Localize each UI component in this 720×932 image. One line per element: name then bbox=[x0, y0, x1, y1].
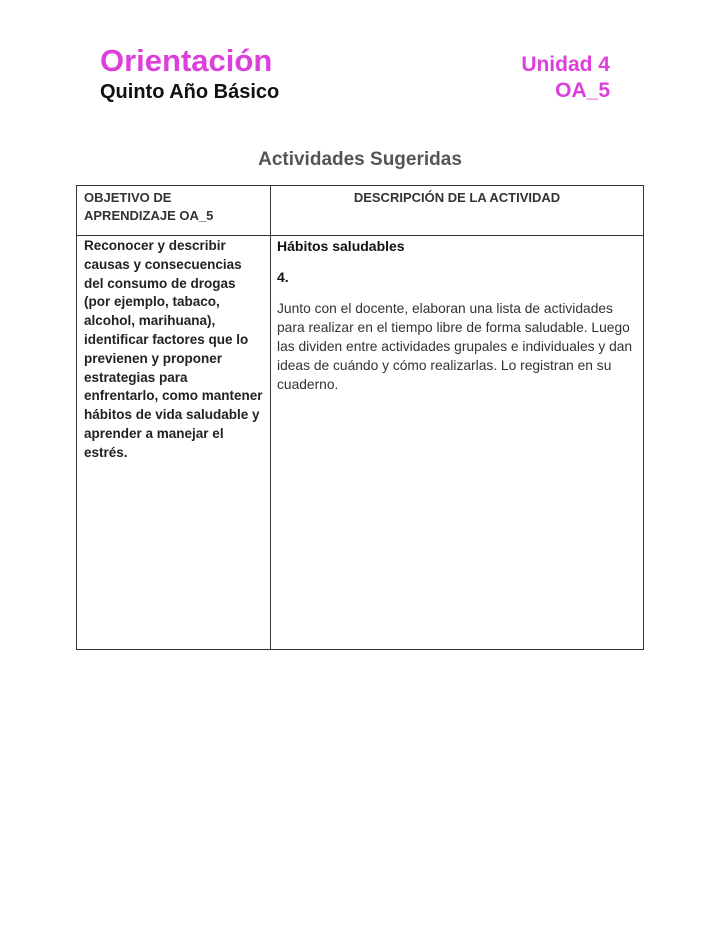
page-header-right bbox=[521, 52, 610, 104]
activity-description: Junto con el docente, elaboran una lista de actividades para realizar en el tiempo libre de forma saludable. Luego las dividen entre actividades grupales e individuales y dan ideas de cuándo y cómo realizarlas. Lo registran en su cuaderno. bbox=[277, 301, 633, 392]
objective-column-header: OBJETIVO DE APRENDIZAJE OA_5 bbox=[77, 186, 271, 236]
unit-label: Unidad 4 bbox=[521, 53, 610, 76]
page-header-left bbox=[100, 42, 279, 104]
objective-cell: Reconocer y describir causas y consecuencias del consumo de drogas (por ejemplo, tabaco, alcohol, marihuana), identificar factores que lo previenen y proponer estrategias para enfrentarlo, como mantener hábitos de vida saludable y aprender a manejar el estrés. bbox=[77, 236, 271, 650]
activity-number: 4. bbox=[277, 269, 289, 285]
subject-title: Orientación bbox=[100, 43, 273, 78]
activities-table bbox=[76, 185, 644, 650]
table-header-row bbox=[77, 186, 644, 236]
objective-code: OA_5 bbox=[555, 79, 610, 102]
description-cell bbox=[271, 236, 644, 650]
grade-level: Quinto Año Básico bbox=[100, 81, 280, 103]
activity-title: Hábitos saludables bbox=[277, 238, 405, 254]
description-column-header: DESCRIPCIÓN DE LA ACTIVIDAD bbox=[271, 186, 644, 236]
section-title: Actividades Sugeridas bbox=[258, 149, 462, 170]
table-row bbox=[77, 236, 644, 650]
